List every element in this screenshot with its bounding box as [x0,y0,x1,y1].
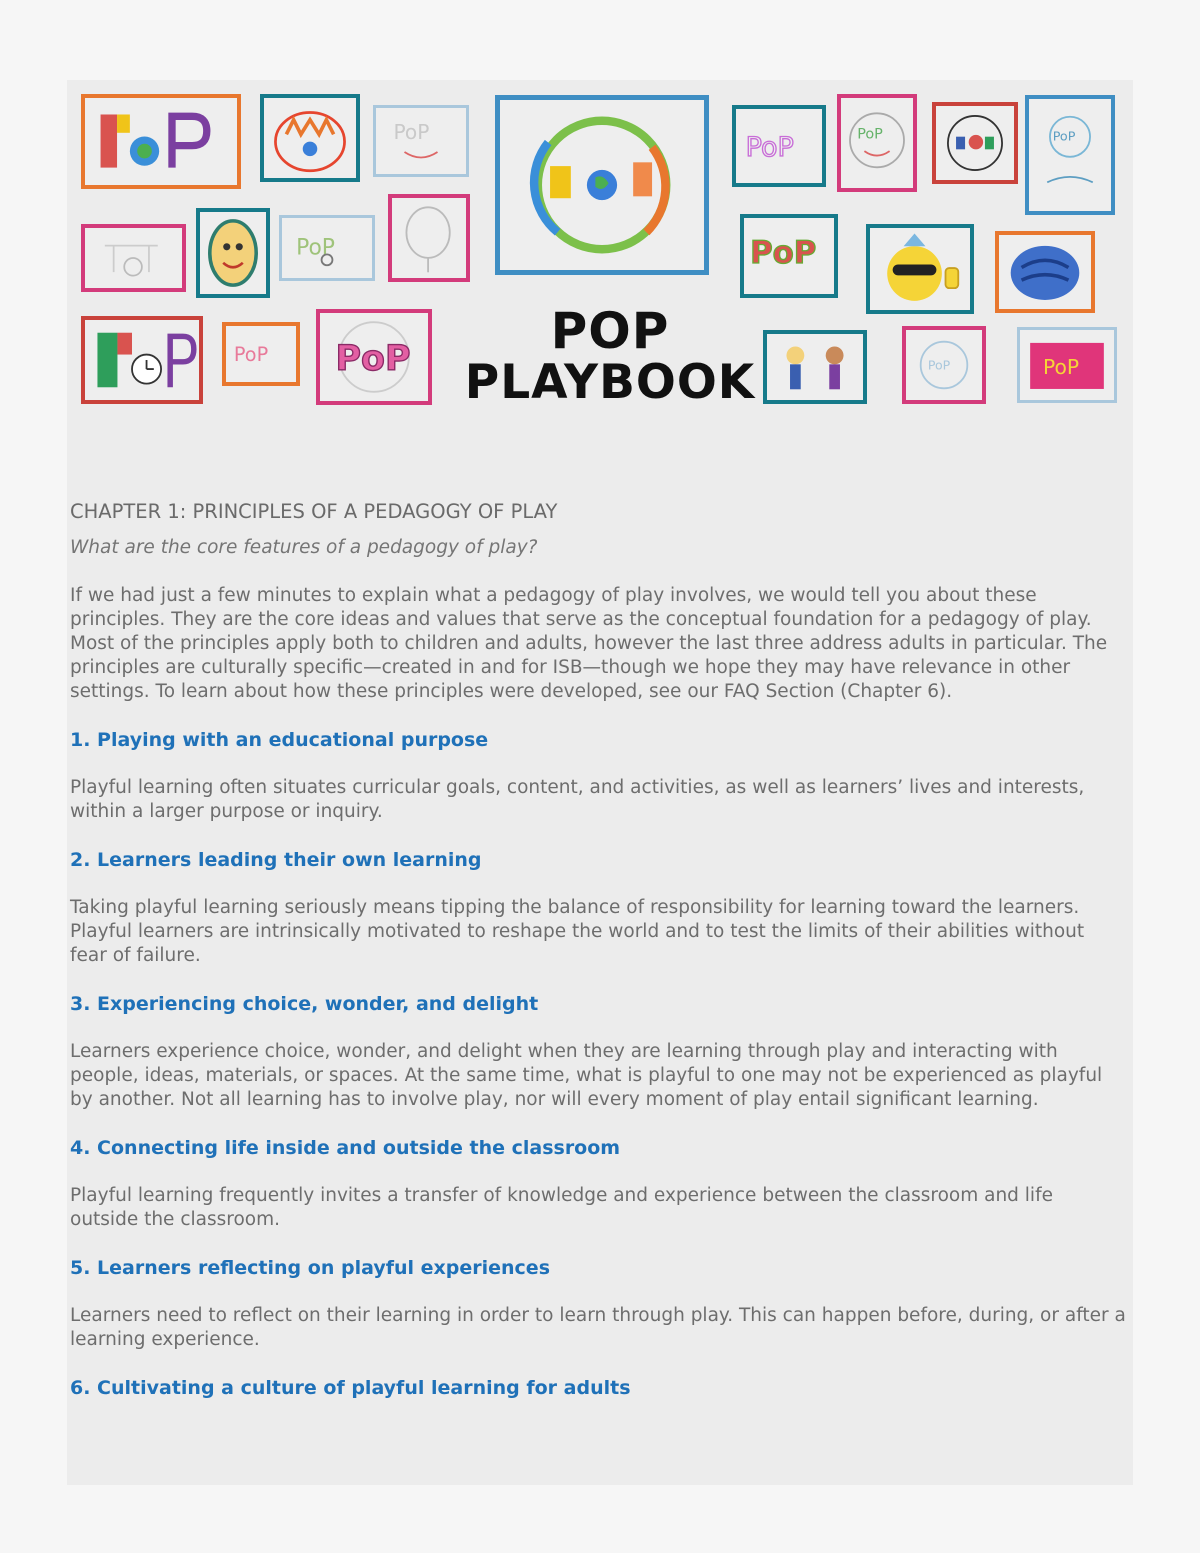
drawing-pop-letters [740,214,838,298]
drawing-pop-oval-face [196,208,270,298]
drawing-pop-clock [81,316,203,404]
drawing-pop-pink [1017,327,1117,403]
svg-text:PoP: PoP [745,131,794,163]
brand-title [455,302,765,410]
principle-4-body: Playful learning frequently invites a transfer of knowledge and experience between the classroom and life outside the classroom. [70,1185,1053,1230]
drawing-pop-smile [837,94,917,192]
svg-text:PoP: PoP [335,338,411,379]
document-page [67,80,1133,1485]
drawing-pop-faint-circle [902,326,986,404]
drawing-pop-big-letters [316,309,432,405]
principle-3-body: Learners experience choice, wonder, and delight when they are learning through play and interacting with people, ideas, materials, or spaces. At the same time, what is playful to one may not be experienced as playful by another. Not all learning has to involve play, nor will every moment of play entail significant learning. [70,1041,1103,1110]
svg-text:PoP: PoP [927,357,951,373]
principle-5-heading: 5. Learners reflecting on playful experiences [70,1257,551,1279]
brand-title-line2: PLAYBOOK [464,354,756,410]
principle-2-heading: 2. Learners leading their own learning [70,849,482,871]
drawing-pop-thumbs-up [866,224,974,314]
principle-2-body: Taking playful learning seriously means tipping the balance of responsibility for learning toward the learners. Playful learners are intrinsically motivated to reshape the world and to test the limits of their abilities without fear of failure. [70,897,1085,966]
drawing-pop-light [279,215,375,281]
drawing-pop-circle [932,102,1018,184]
brand-title-line1: POP [550,302,670,360]
drawing-pop-face [373,105,469,177]
svg-text:PoP: PoP [857,126,883,143]
chapter-intro: If we had just a few minutes to explain what a pedagogy of play involves, we would tell you about these principles. They are the core ideas and values that serve as the conceptual foundation for a pedagogy of play. Most of the principles apply both to children and adults, however the last three address adults in particular. The principles are culturally specific—created in and for ISB—though we hope they may have relevance in other settings. To learn about how these principles were developed, see our FAQ Section (Chapter 6). [70,585,1108,702]
drawing-pop-figures [763,330,867,404]
svg-text:PoP: PoP [296,235,335,261]
svg-text:PoP: PoP [750,235,817,272]
chapter-question: What are the core features of a pedagogy of play? [70,537,538,558]
svg-text:PoP: PoP [1043,355,1080,380]
principle-1-heading: 1. Playing with an educational purpose [70,729,489,751]
svg-text:PoP: PoP [393,120,430,145]
principle-6-heading: 6. Cultivating a culture of playful learning for adults [70,1377,631,1399]
drawing-pop-lego [81,94,241,189]
drawing-pop-sketch [81,224,186,292]
principle-3-heading: 3. Experiencing choice, wonder, and delight [70,993,539,1015]
chapter-title: CHAPTER 1: PRINCIPLES OF A PEDAGOGY OF PLAY [70,500,558,523]
svg-text:PoP: PoP [233,343,269,366]
drawing-pop-blue-scribble [995,231,1095,313]
drawing-pop-bubble [732,105,826,187]
principle-1-body: Playful learning often situates curricular goals, content, and activities, as well as learners’ lives and interests, within a larger purpose or inquiry. [70,777,1085,822]
drawing-pop-crown [260,94,360,182]
pop-playbook-banner [77,90,1123,420]
drawing-pop-small [222,322,300,386]
chapter-content [70,500,1126,1424]
drawing-pop-tall [1025,95,1115,215]
principle-4-heading: 4. Connecting life inside and outside the classroom [70,1137,621,1159]
drawing-pop-globe-center [495,95,709,275]
svg-text:PoP: PoP [1052,129,1076,145]
principle-5-body: Learners need to reflect on their learning in order to learn through play. This can happen before, during, or after a learning experience. [70,1305,1126,1350]
drawing-pop-balloon [388,194,470,282]
